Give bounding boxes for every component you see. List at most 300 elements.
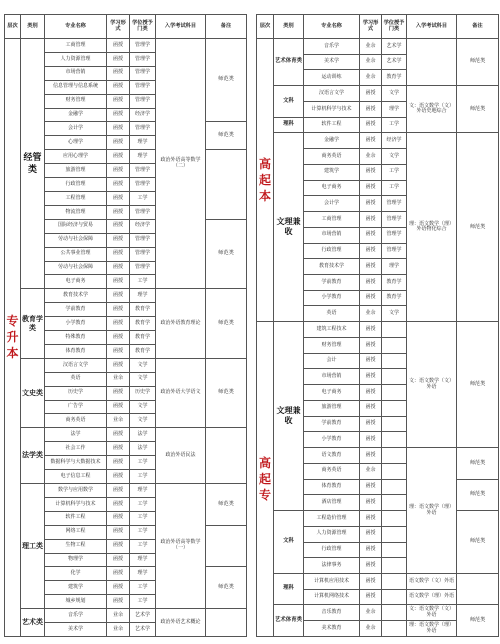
study-mode: 函授	[360, 322, 382, 338]
degree-type: 工学	[130, 497, 156, 511]
exam-subjects: 语文数学（文）外语	[407, 573, 457, 589]
major-name: 建筑工程技术	[304, 322, 360, 338]
study-mode: 函授	[360, 495, 382, 511]
degree-type	[382, 479, 407, 495]
major-name: 网络工程	[45, 525, 107, 539]
study-mode: 函授	[360, 353, 382, 369]
study-mode: 业余	[360, 605, 382, 621]
study-mode: 函授	[360, 86, 382, 102]
study-mode: 函授	[360, 227, 382, 243]
study-mode: 函授	[107, 52, 130, 66]
study-mode: 函授	[360, 526, 382, 542]
degree-type: 理学	[130, 136, 156, 150]
degree-type: 工学	[382, 180, 407, 196]
study-mode: 函授	[107, 178, 130, 192]
major-name: 行政管理	[45, 178, 107, 192]
remark-cell: 师范类	[206, 567, 247, 609]
category-label: 文理兼收	[274, 322, 304, 511]
study-mode: 函授	[107, 400, 130, 414]
study-mode: 函授	[107, 150, 130, 164]
category-label: 经管类	[21, 39, 45, 289]
degree-type: 工学	[130, 191, 156, 205]
study-mode: 函授	[107, 539, 130, 553]
major-name: 电子商务	[304, 385, 360, 401]
table-row	[257, 511, 499, 527]
degree-type	[382, 526, 407, 542]
major-name: 语文教育	[304, 448, 360, 464]
degree-type	[382, 589, 407, 605]
category-label: 理工类	[21, 484, 45, 609]
study-mode: 函授	[107, 164, 130, 178]
remark-cell: 师范类	[206, 358, 247, 428]
major-name: 历史学	[45, 386, 107, 400]
degree-type: 文学	[130, 358, 156, 372]
study-mode: 函授	[107, 108, 130, 122]
study-mode: 函授	[360, 196, 382, 212]
major-name: 会计学	[45, 122, 107, 136]
exam-subjects: 政治外语高等数学（一）	[156, 484, 206, 609]
study-mode: 函授	[107, 66, 130, 80]
degree-type	[382, 558, 407, 574]
study-mode: 函授	[360, 416, 382, 432]
category-label: 文史类	[21, 358, 45, 428]
exam-subjects: 文：语文数学（文）外语	[407, 605, 457, 621]
study-mode: 函授	[360, 432, 382, 448]
degree-type: 理学	[130, 150, 156, 164]
table-row	[5, 609, 247, 623]
major-name: 行政管理	[304, 243, 360, 259]
study-mode: 函授	[107, 331, 130, 345]
major-name: 劳动与社会保障	[45, 261, 107, 275]
major-name: 公共事业管理	[45, 247, 107, 261]
major-name: 金融学	[45, 108, 107, 122]
degree-type: 管理学	[382, 212, 407, 228]
category-label: 理科	[274, 117, 304, 133]
study-mode: 业余	[360, 70, 382, 86]
header-level: 层次	[257, 15, 274, 39]
degree-type	[382, 353, 407, 369]
remark-cell	[206, 428, 247, 484]
study-mode: 函授	[107, 94, 130, 108]
degree-type: 工学	[130, 539, 156, 553]
major-name: 广告学	[45, 400, 107, 414]
study-mode: 函授	[360, 511, 382, 527]
study-mode: 函授	[107, 233, 130, 247]
degree-type: 教育学	[382, 290, 407, 306]
study-mode: 业余	[107, 372, 130, 386]
study-mode: 函授	[360, 180, 382, 196]
table-row	[5, 289, 247, 303]
major-name: 国际经济与贸易	[45, 219, 107, 233]
major-name: 工商管理	[45, 39, 107, 53]
level-label: 高起本	[257, 39, 274, 322]
major-name: 建筑学	[304, 164, 360, 180]
header-exam: 入学考试科目	[156, 15, 206, 39]
study-mode: 函授	[360, 290, 382, 306]
major-name: 数据科学与大数据技术	[45, 456, 107, 470]
major-name: 数学与应用数学	[45, 484, 107, 498]
remark-cell	[457, 573, 499, 604]
major-name: 特殊教育	[45, 331, 107, 345]
major-name: 汉语言文学	[45, 358, 107, 372]
major-name: 软件工程	[45, 511, 107, 525]
remark-cell: 师范类	[457, 448, 499, 479]
category-label: 教育学类	[21, 289, 45, 359]
study-mode: 函授	[107, 289, 130, 303]
degree-type: 管理学	[130, 39, 156, 53]
category-label: 艺术体育类	[274, 39, 304, 86]
degree-type: 文学	[130, 400, 156, 414]
study-mode: 函授	[107, 80, 130, 94]
study-mode: 函授	[107, 205, 130, 219]
study-mode: 业余	[107, 623, 130, 637]
degree-type: 文学	[130, 414, 156, 428]
level-label: 高起专	[257, 322, 274, 637]
study-mode: 函授	[107, 567, 130, 581]
exam-subjects: 文：语文数学（文）外语	[407, 322, 457, 448]
category-label: 文科	[274, 86, 304, 117]
study-mode: 函授	[360, 385, 382, 401]
table-row	[5, 39, 247, 53]
major-name: 电子信息工程	[45, 470, 107, 484]
degree-type: 管理学	[130, 66, 156, 80]
major-name: 学前教育	[304, 275, 360, 291]
degree-type: 管理学	[130, 164, 156, 178]
degree-type	[382, 511, 407, 527]
major-name: 运动训练	[304, 70, 360, 86]
study-mode: 函授	[107, 386, 130, 400]
remark-cell: 师范类	[206, 484, 247, 526]
degree-type: 管理学	[130, 80, 156, 94]
degree-type	[382, 542, 407, 558]
exam-subjects: 理：语文数学（理）外语物化综合	[407, 133, 457, 322]
study-mode: 业余	[360, 39, 382, 55]
degree-type: 理学	[382, 101, 407, 117]
major-name: 教育技术学	[45, 289, 107, 303]
study-mode: 函授	[107, 484, 130, 498]
major-name: 软件工程	[304, 117, 360, 133]
major-name: 音乐学	[45, 609, 107, 623]
major-name: 化学	[45, 567, 107, 581]
header-category: 类别	[274, 15, 304, 39]
study-mode: 业余	[360, 306, 382, 322]
major-name: 劳动与社会保障	[45, 233, 107, 247]
major-name: 法律事务	[304, 558, 360, 574]
study-mode: 函授	[107, 191, 130, 205]
degree-type: 管理学	[130, 261, 156, 275]
degree-type: 工学	[130, 275, 156, 289]
major-name: 音乐学	[304, 39, 360, 55]
degree-type: 理学	[130, 567, 156, 581]
major-name: 电子商务	[45, 275, 107, 289]
study-mode: 函授	[360, 117, 382, 133]
exam-subjects: 政治外语艺术概论	[156, 609, 206, 637]
exam-subjects: 政治外语教育理论	[156, 289, 206, 359]
major-name: 应用心理学	[45, 150, 107, 164]
degree-type: 教育学	[382, 70, 407, 86]
study-mode: 函授	[107, 497, 130, 511]
major-name: 财务管理	[45, 94, 107, 108]
degree-type: 教育学	[130, 317, 156, 331]
degree-type: 工学	[130, 511, 156, 525]
major-name: 计算机网络技术	[304, 589, 360, 605]
exam-subjects	[407, 39, 457, 86]
category-label: 艺术类	[21, 609, 45, 637]
degree-type: 理学	[130, 289, 156, 303]
major-name: 商务英语	[304, 463, 360, 479]
degree-type	[382, 448, 407, 464]
degree-type	[382, 337, 407, 353]
degree-type: 工学	[130, 456, 156, 470]
study-mode: 业余	[107, 609, 130, 623]
degree-type: 艺术学	[382, 54, 407, 70]
study-mode: 函授	[360, 243, 382, 259]
study-mode: 业余	[360, 149, 382, 165]
major-name: 商务英语	[45, 414, 107, 428]
header-exam: 入学考试科目	[407, 15, 457, 39]
header-degree: 学位授予门类	[382, 15, 407, 39]
degree-type: 艺术学	[382, 39, 407, 55]
right-page-table	[256, 14, 498, 636]
degree-type: 文学	[382, 306, 407, 322]
major-name: 物流管理	[45, 205, 107, 219]
degree-type: 工学	[382, 164, 407, 180]
study-mode: 函授	[107, 303, 130, 317]
major-name: 旅游管理	[304, 400, 360, 416]
major-name: 社会工作	[45, 442, 107, 456]
degree-type: 管理学	[130, 122, 156, 136]
study-mode: 函授	[107, 247, 130, 261]
major-name: 教育技术学	[304, 259, 360, 275]
left-page-table	[4, 14, 246, 636]
degree-type: 管理学	[130, 247, 156, 261]
table-row	[5, 358, 247, 372]
degree-type	[382, 621, 407, 637]
major-name: 酒店管理	[304, 495, 360, 511]
degree-type: 经济学	[130, 219, 156, 233]
study-mode: 函授	[107, 428, 130, 442]
exam-subjects: 政治外语大学语文	[156, 358, 206, 428]
major-name: 会计	[304, 353, 360, 369]
header-remark: 备注	[457, 15, 499, 39]
degree-type: 历史学	[130, 386, 156, 400]
header-mode: 学习形式	[360, 15, 382, 39]
degree-type: 管理学	[382, 243, 407, 259]
remark-cell: 师范类	[206, 219, 247, 289]
major-name: 市场营销	[304, 227, 360, 243]
study-mode: 函授	[360, 133, 382, 149]
major-name: 计算机应用技术	[304, 573, 360, 589]
degree-type: 艺术学	[130, 609, 156, 623]
study-mode: 函授	[360, 400, 382, 416]
major-name: 小学教育	[304, 432, 360, 448]
table-row	[5, 428, 247, 442]
major-name: 电子商务	[304, 180, 360, 196]
degree-type: 工学	[130, 581, 156, 595]
major-name: 城乡规划	[45, 595, 107, 609]
header-category: 类别	[21, 15, 45, 39]
degree-type: 管理学	[382, 227, 407, 243]
major-name: 小学教育	[45, 317, 107, 331]
study-mode: 函授	[360, 337, 382, 353]
header-mode: 学习形式	[107, 15, 130, 39]
remark-cell: 师范类	[206, 289, 247, 359]
major-name: 计算机科学与技术	[45, 497, 107, 511]
degree-type	[382, 463, 407, 479]
study-mode: 函授	[107, 344, 130, 358]
degree-type: 经济学	[130, 108, 156, 122]
degree-type: 教育学	[130, 344, 156, 358]
degree-type: 经济学	[382, 133, 407, 149]
degree-type: 工学	[130, 525, 156, 539]
category-label: 文科	[274, 511, 304, 574]
major-name: 工商管理	[304, 212, 360, 228]
study-mode: 函授	[107, 595, 130, 609]
major-name: 音乐教育	[304, 605, 360, 621]
remark-cell	[206, 525, 247, 567]
exam-subjects: 理：语文数学（理）外语	[407, 621, 457, 637]
degree-type: 管理学	[130, 205, 156, 219]
degree-type: 管理学	[130, 52, 156, 66]
study-mode: 函授	[107, 136, 130, 150]
study-mode: 函授	[360, 558, 382, 574]
study-mode: 函授	[360, 259, 382, 275]
degree-type	[382, 573, 407, 589]
degree-type: 法学	[130, 428, 156, 442]
major-name: 法学	[45, 428, 107, 442]
degree-type: 理学	[130, 553, 156, 567]
study-mode: 业余	[107, 414, 130, 428]
remark-cell: 师范类	[457, 39, 499, 86]
degree-type: 理学	[382, 259, 407, 275]
degree-type: 工学	[130, 470, 156, 484]
major-name: 市场营销	[304, 369, 360, 385]
exam-subjects: 政治外语民法	[156, 428, 206, 484]
major-name: 计算机科学与技术	[304, 101, 360, 117]
study-mode: 函授	[360, 212, 382, 228]
major-name: 人力资源管理	[304, 526, 360, 542]
remark-cell: 师范类	[206, 39, 247, 122]
degree-type: 理学	[130, 484, 156, 498]
major-name: 旅游管理	[45, 164, 107, 178]
major-name: 市场营销	[45, 66, 107, 80]
study-mode: 函授	[107, 553, 130, 567]
study-mode: 函授	[107, 261, 130, 275]
major-name: 金融学	[304, 133, 360, 149]
major-name: 汉语言文学	[304, 86, 360, 102]
study-mode: 函授	[360, 479, 382, 495]
degree-type: 工学	[382, 117, 407, 133]
remark-cell: 师范类	[457, 322, 499, 448]
study-mode: 函授	[107, 581, 130, 595]
major-name: 会计学	[304, 196, 360, 212]
study-mode: 函授	[107, 358, 130, 372]
major-name: 生物工程	[45, 539, 107, 553]
major-name: 人力资源管理	[45, 52, 107, 66]
major-name: 体育教育	[45, 344, 107, 358]
degree-type: 教育学	[130, 331, 156, 345]
remark-cell: 师范类	[206, 122, 247, 150]
table-row	[257, 133, 499, 149]
degree-type: 管理学	[382, 196, 407, 212]
remark-cell: 师范类	[457, 86, 499, 133]
degree-type: 文学	[130, 372, 156, 386]
degree-type	[382, 605, 407, 621]
degree-type	[382, 400, 407, 416]
remark-cell: 师范类	[457, 605, 499, 636]
major-name: 学前教育	[304, 416, 360, 432]
exam-subjects: 文：语文数学（文）外语史地综合	[407, 86, 457, 133]
category-label: 法学类	[21, 428, 45, 484]
table-row	[257, 322, 499, 338]
study-mode: 函授	[107, 442, 130, 456]
study-mode: 函授	[360, 589, 382, 605]
header-remark: 备注	[206, 15, 247, 39]
degree-type: 文学	[382, 86, 407, 102]
study-mode: 业余	[360, 621, 382, 637]
degree-type: 管理学	[130, 233, 156, 247]
study-mode: 函授	[107, 470, 130, 484]
exam-subjects: 政治外语高等数学（二）	[156, 39, 206, 289]
major-name: 美术教育	[304, 621, 360, 637]
study-mode: 函授	[360, 573, 382, 589]
degree-type: 管理学	[130, 94, 156, 108]
major-name: 信息管理与信息系统	[45, 80, 107, 94]
remark-cell: 师范类	[457, 133, 499, 322]
study-mode: 函授	[107, 275, 130, 289]
table-row	[257, 605, 499, 621]
degree-type	[382, 416, 407, 432]
degree-type: 文学	[382, 149, 407, 165]
remark-cell	[206, 150, 247, 220]
remark-cell	[206, 609, 247, 637]
major-name: 工程造价管理	[304, 511, 360, 527]
category-label: 文理兼收	[274, 133, 304, 322]
table-row	[257, 573, 499, 589]
study-mode: 函授	[107, 39, 130, 53]
degree-type	[382, 322, 407, 338]
study-mode: 业余	[360, 54, 382, 70]
header-major: 专业名称	[45, 15, 107, 39]
category-label: 艺术体育类	[274, 605, 304, 636]
table-row	[5, 484, 247, 498]
study-mode: 函授	[107, 511, 130, 525]
study-mode: 函授	[360, 275, 382, 291]
study-mode: 函授	[360, 369, 382, 385]
degree-type	[382, 385, 407, 401]
remark-cell: 师范类	[457, 479, 499, 510]
major-name: 行政管理	[304, 542, 360, 558]
major-name: 商务英语	[304, 149, 360, 165]
table-row	[257, 86, 499, 102]
major-name: 财务管理	[304, 337, 360, 353]
major-name: 美术学	[304, 54, 360, 70]
category-label: 理科	[274, 573, 304, 604]
major-name: 学前教育	[45, 303, 107, 317]
header-degree: 学位授予门类	[130, 15, 156, 39]
study-mode: 函授	[107, 317, 130, 331]
degree-type: 工学	[130, 595, 156, 609]
table-row	[257, 39, 499, 55]
exam-subjects: 语文数学（理）外语	[407, 589, 457, 605]
remark-cell: 师范类	[457, 511, 499, 574]
degree-type	[382, 432, 407, 448]
major-name: 体育教育	[304, 479, 360, 495]
level-label: 专升本	[5, 39, 21, 637]
exam-subjects: 理：语文数学（理）外语	[407, 448, 457, 574]
major-name: 英语	[45, 372, 107, 386]
degree-type	[382, 495, 407, 511]
